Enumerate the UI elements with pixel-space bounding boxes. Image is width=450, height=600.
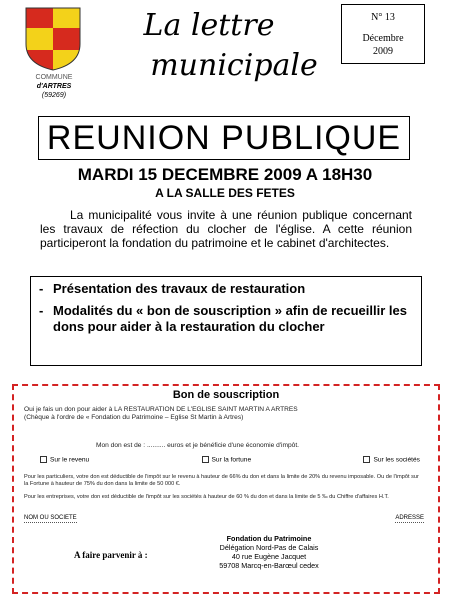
tax-note-companies: Pour les entreprises, votre don est déductible de l'impôt sur les sociétés à hauteur de 60 % du don et dans la limite de 5 ‰ du Chiffre d'affaires H.T. <box>24 494 389 500</box>
commune-label: COMMUNE <box>35 74 73 81</box>
tax-option-revenu[interactable]: Sur le revenu <box>40 456 89 464</box>
address-org: Fondation du Patrimoine <box>226 534 312 543</box>
tax-option-societes[interactable]: Sur les sociétés <box>363 456 420 464</box>
agenda-item <box>39 303 413 335</box>
issue-month: Décembre <box>362 33 404 44</box>
coupon-line-1: Oui je fais un don pour aider à LA RESTAURATION DE L'EGLISE SAINT MARTIN A ARTRES <box>24 406 298 413</box>
address-street: 40 rue Eugène Jacquet <box>231 552 307 561</box>
tax-note-individuals: Pour les particuliers, votre don est déductible de l'impôt sur le revenu à hauteur de 66% du don et dans la limite de 20% du revenu imposable. Ou de l'impôt sur la Fortune à hauteur de 75% du don dans la limite de 50 000 €. <box>24 474 419 487</box>
donor-fields <box>24 514 424 523</box>
commune-caption <box>14 73 94 100</box>
address-delegation: Délégation Nord-Pas de Calais <box>219 543 319 552</box>
coupon-line-2: (Chèque à l'ordre de « Fondation du Patrimoine – Eglise St Martin à Artres) <box>24 414 244 421</box>
subscription-coupon[interactable] <box>12 384 440 594</box>
title-line-2: municipale <box>150 48 318 83</box>
tax-option-fortune[interactable]: Sur la fortune <box>202 456 252 464</box>
address-field[interactable]: ADRESSE <box>395 515 424 521</box>
checkbox-icon[interactable] <box>40 456 47 463</box>
name-field[interactable]: NOM OU SOCIETE <box>24 515 77 521</box>
title-line-1: La lettre <box>143 8 275 43</box>
checkbox-icon[interactable] <box>202 456 209 463</box>
agenda-item-text: Modalités du « bon de souscription » afin de recueillir les dons pour aider à la restauration du clocher <box>53 303 407 334</box>
issue-box <box>341 4 425 64</box>
issue-year: 2009 <box>373 46 393 57</box>
checkbox-icon[interactable] <box>363 456 370 463</box>
agenda-item-text: Présentation des travaux de restauration <box>53 281 306 296</box>
intro-paragraph: La municipalité vous invite à une réunion publique concernant les travaux de réfection du clocher de l'église. A cette réunion participeront la fondation du patrimoine et le cabinet d'architectes. <box>40 208 412 250</box>
address-city: 59708 Marcq-en-Barœul cedex <box>219 561 319 570</box>
commune-name: d'ARTRES <box>36 83 72 90</box>
coupon-heading: Bon de souscription <box>172 389 280 401</box>
agenda-bullet: - <box>39 303 44 318</box>
coupon-intro <box>24 406 424 422</box>
headline-banner: REUNION PUBLIQUE <box>38 116 410 160</box>
send-to-label: A faire parvenir à : <box>74 550 148 560</box>
donation-amount-line[interactable]: Mon don est de : .......... euros et je bénéficie d'une économie d'impôt. <box>96 442 300 449</box>
foundation-address <box>194 534 344 570</box>
agenda-box <box>30 276 422 366</box>
agenda-item <box>39 281 413 297</box>
meeting-place: A LA SALLE DES FETES <box>155 186 295 200</box>
newsletter-title <box>118 6 328 86</box>
tax-options <box>40 456 420 464</box>
commune-code: (59269) <box>41 92 67 99</box>
agenda-bullet: - <box>39 281 44 296</box>
meeting-date: MARDI 15 DECEMBRE 2009 A 18H30 <box>77 165 373 184</box>
commune-crest <box>24 6 82 72</box>
issue-number: N° 13 <box>371 12 395 23</box>
